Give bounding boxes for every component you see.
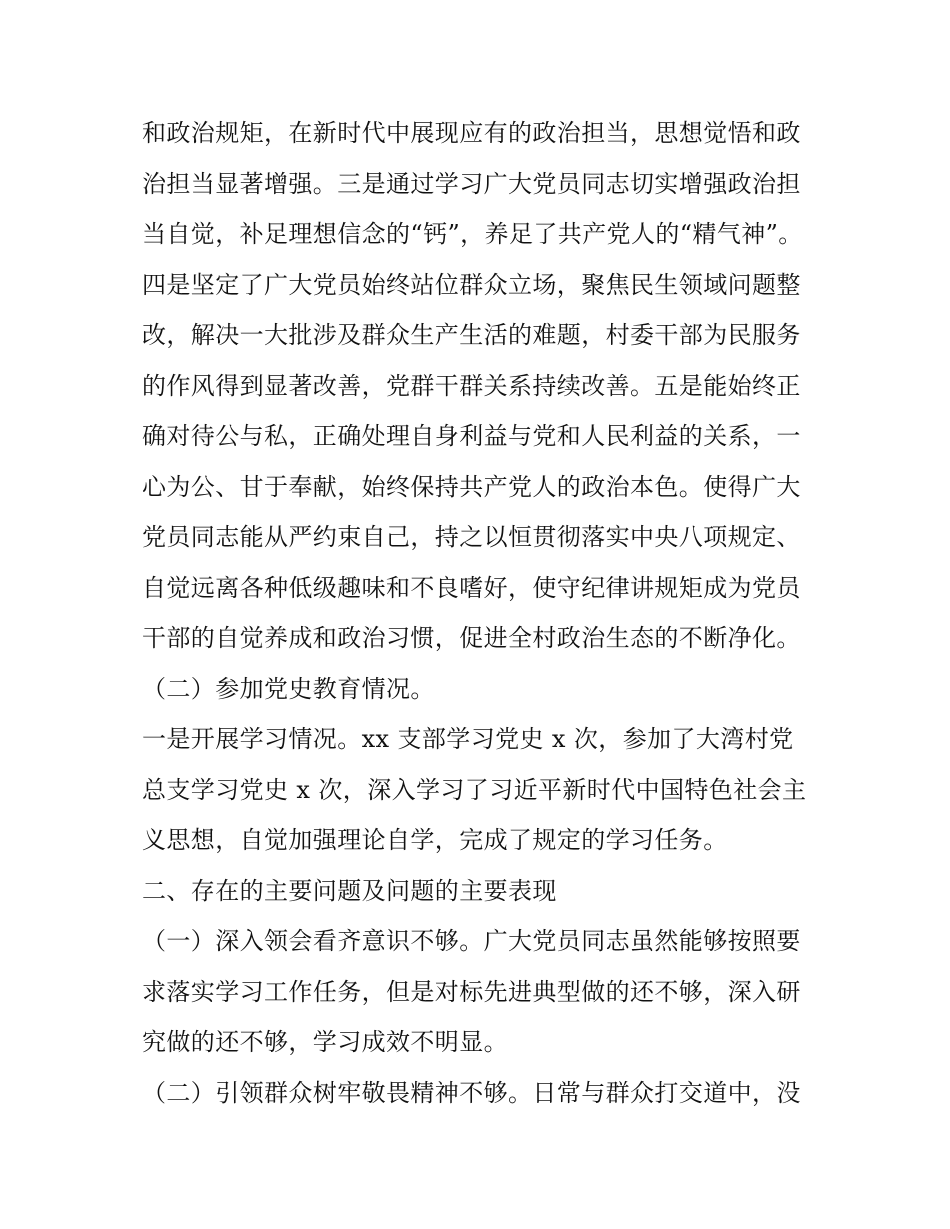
text-line: 治担当显著增强。三是通过学习广大党员同志切实增强政治担 <box>142 169 801 198</box>
section-heading: 二、存在的主要问题及问题的主要表现 <box>142 876 557 905</box>
text-line: 和政治规矩，在新时代中展现应有的政治担当，思想觉悟和政 <box>142 119 801 147</box>
text-line: 确对待公与私，正确处理自身利益与党和人民利益的关系，一 <box>142 422 801 450</box>
text-line: 究做的还不够，学习成效不明显。 <box>142 1028 508 1056</box>
text-line: 求落实学习工作任务，但是对标先进典型做的还不够，深入研 <box>142 977 801 1006</box>
text-line: （二）引领群众树牢敬畏精神不够。日常与群众打交道中，没 <box>142 1078 801 1107</box>
section-heading: （二）参加党史教育情况。 <box>142 674 435 703</box>
text-line: 的作风得到显著改善，党群干群关系持续改善。五是能始终正 <box>142 371 801 400</box>
text-line: 自觉远离各种低级趣味和不良嗜好，使守纪律讲规矩成为党员 <box>142 573 801 602</box>
text-line: 总支学习党史 x 次，深入学习了习近平新时代中国特色社会主 <box>142 775 807 804</box>
text-line: 党员同志能从严约束自己，持之以恒贯彻落实中央八项规定、 <box>142 523 801 551</box>
text-line: 一是开展学习情况。xx 支部学习党史 x 次，参加了大湾村党 <box>142 725 794 753</box>
text-line: 四是坚定了广大党员始终站位群众立场，聚焦民生领域问题整 <box>142 270 801 299</box>
document-body <box>142 108 822 1118</box>
text-line: 义思想，自觉加强理论自学，完成了规定的学习任务。 <box>142 826 728 854</box>
text-line: 改，解决一大批涉及群众生产生活的难题，村委干部为民服务 <box>142 321 801 349</box>
text-line: 心为公、甘于奉献，始终保持共产党人的政治本色。使得广大 <box>142 472 801 501</box>
text-line: 干部的自觉养成和政治习惯，促进全村政治生态的不断净化。 <box>142 624 801 652</box>
text-line: （一）深入领会看齐意识不够。广大党员同志虽然能够按照要 <box>142 927 801 955</box>
text-line: 当自觉，补足理想信念的“钙”，养足了共产党人的“精气神”。 <box>142 220 803 248</box>
